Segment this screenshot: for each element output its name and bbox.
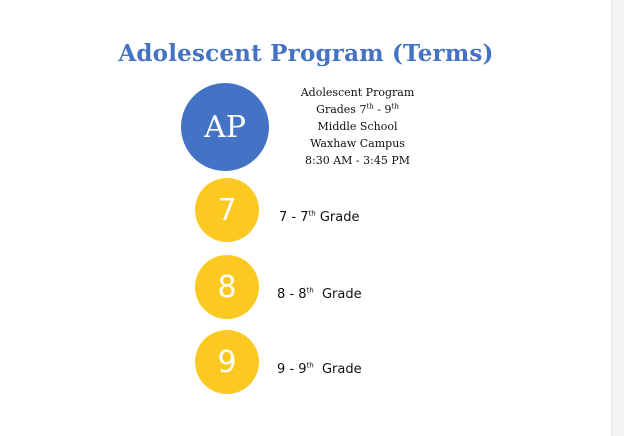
grade-9-number: 9 xyxy=(217,344,237,380)
program-grades: Grades 7th - 9th xyxy=(316,102,399,116)
grade-9-label: 9 - 9th Grade xyxy=(277,361,362,377)
ap-badge-label: AP xyxy=(204,109,246,145)
viewer-scroll-edge xyxy=(611,0,624,436)
grade-7-badge xyxy=(195,178,259,242)
grade-8-number: 8 xyxy=(217,269,237,305)
page-title: Adolescent Program (Terms) xyxy=(118,40,494,67)
program-campus: Waxhaw Campus xyxy=(310,137,405,150)
program-school: Middle School xyxy=(317,120,398,133)
program-name: Adolescent Program xyxy=(300,86,415,99)
grade-8-badge xyxy=(195,255,259,319)
grade-7-label: 7 - 7th Grade xyxy=(279,209,360,225)
ap-badge xyxy=(181,83,269,171)
program-info xyxy=(285,84,430,169)
program-hours: 8:30 AM - 3:45 PM xyxy=(305,154,410,167)
grade-9-badge xyxy=(195,330,259,394)
grade-8-label: 8 - 8th Grade xyxy=(277,286,362,302)
grade-7-number: 7 xyxy=(217,192,237,228)
